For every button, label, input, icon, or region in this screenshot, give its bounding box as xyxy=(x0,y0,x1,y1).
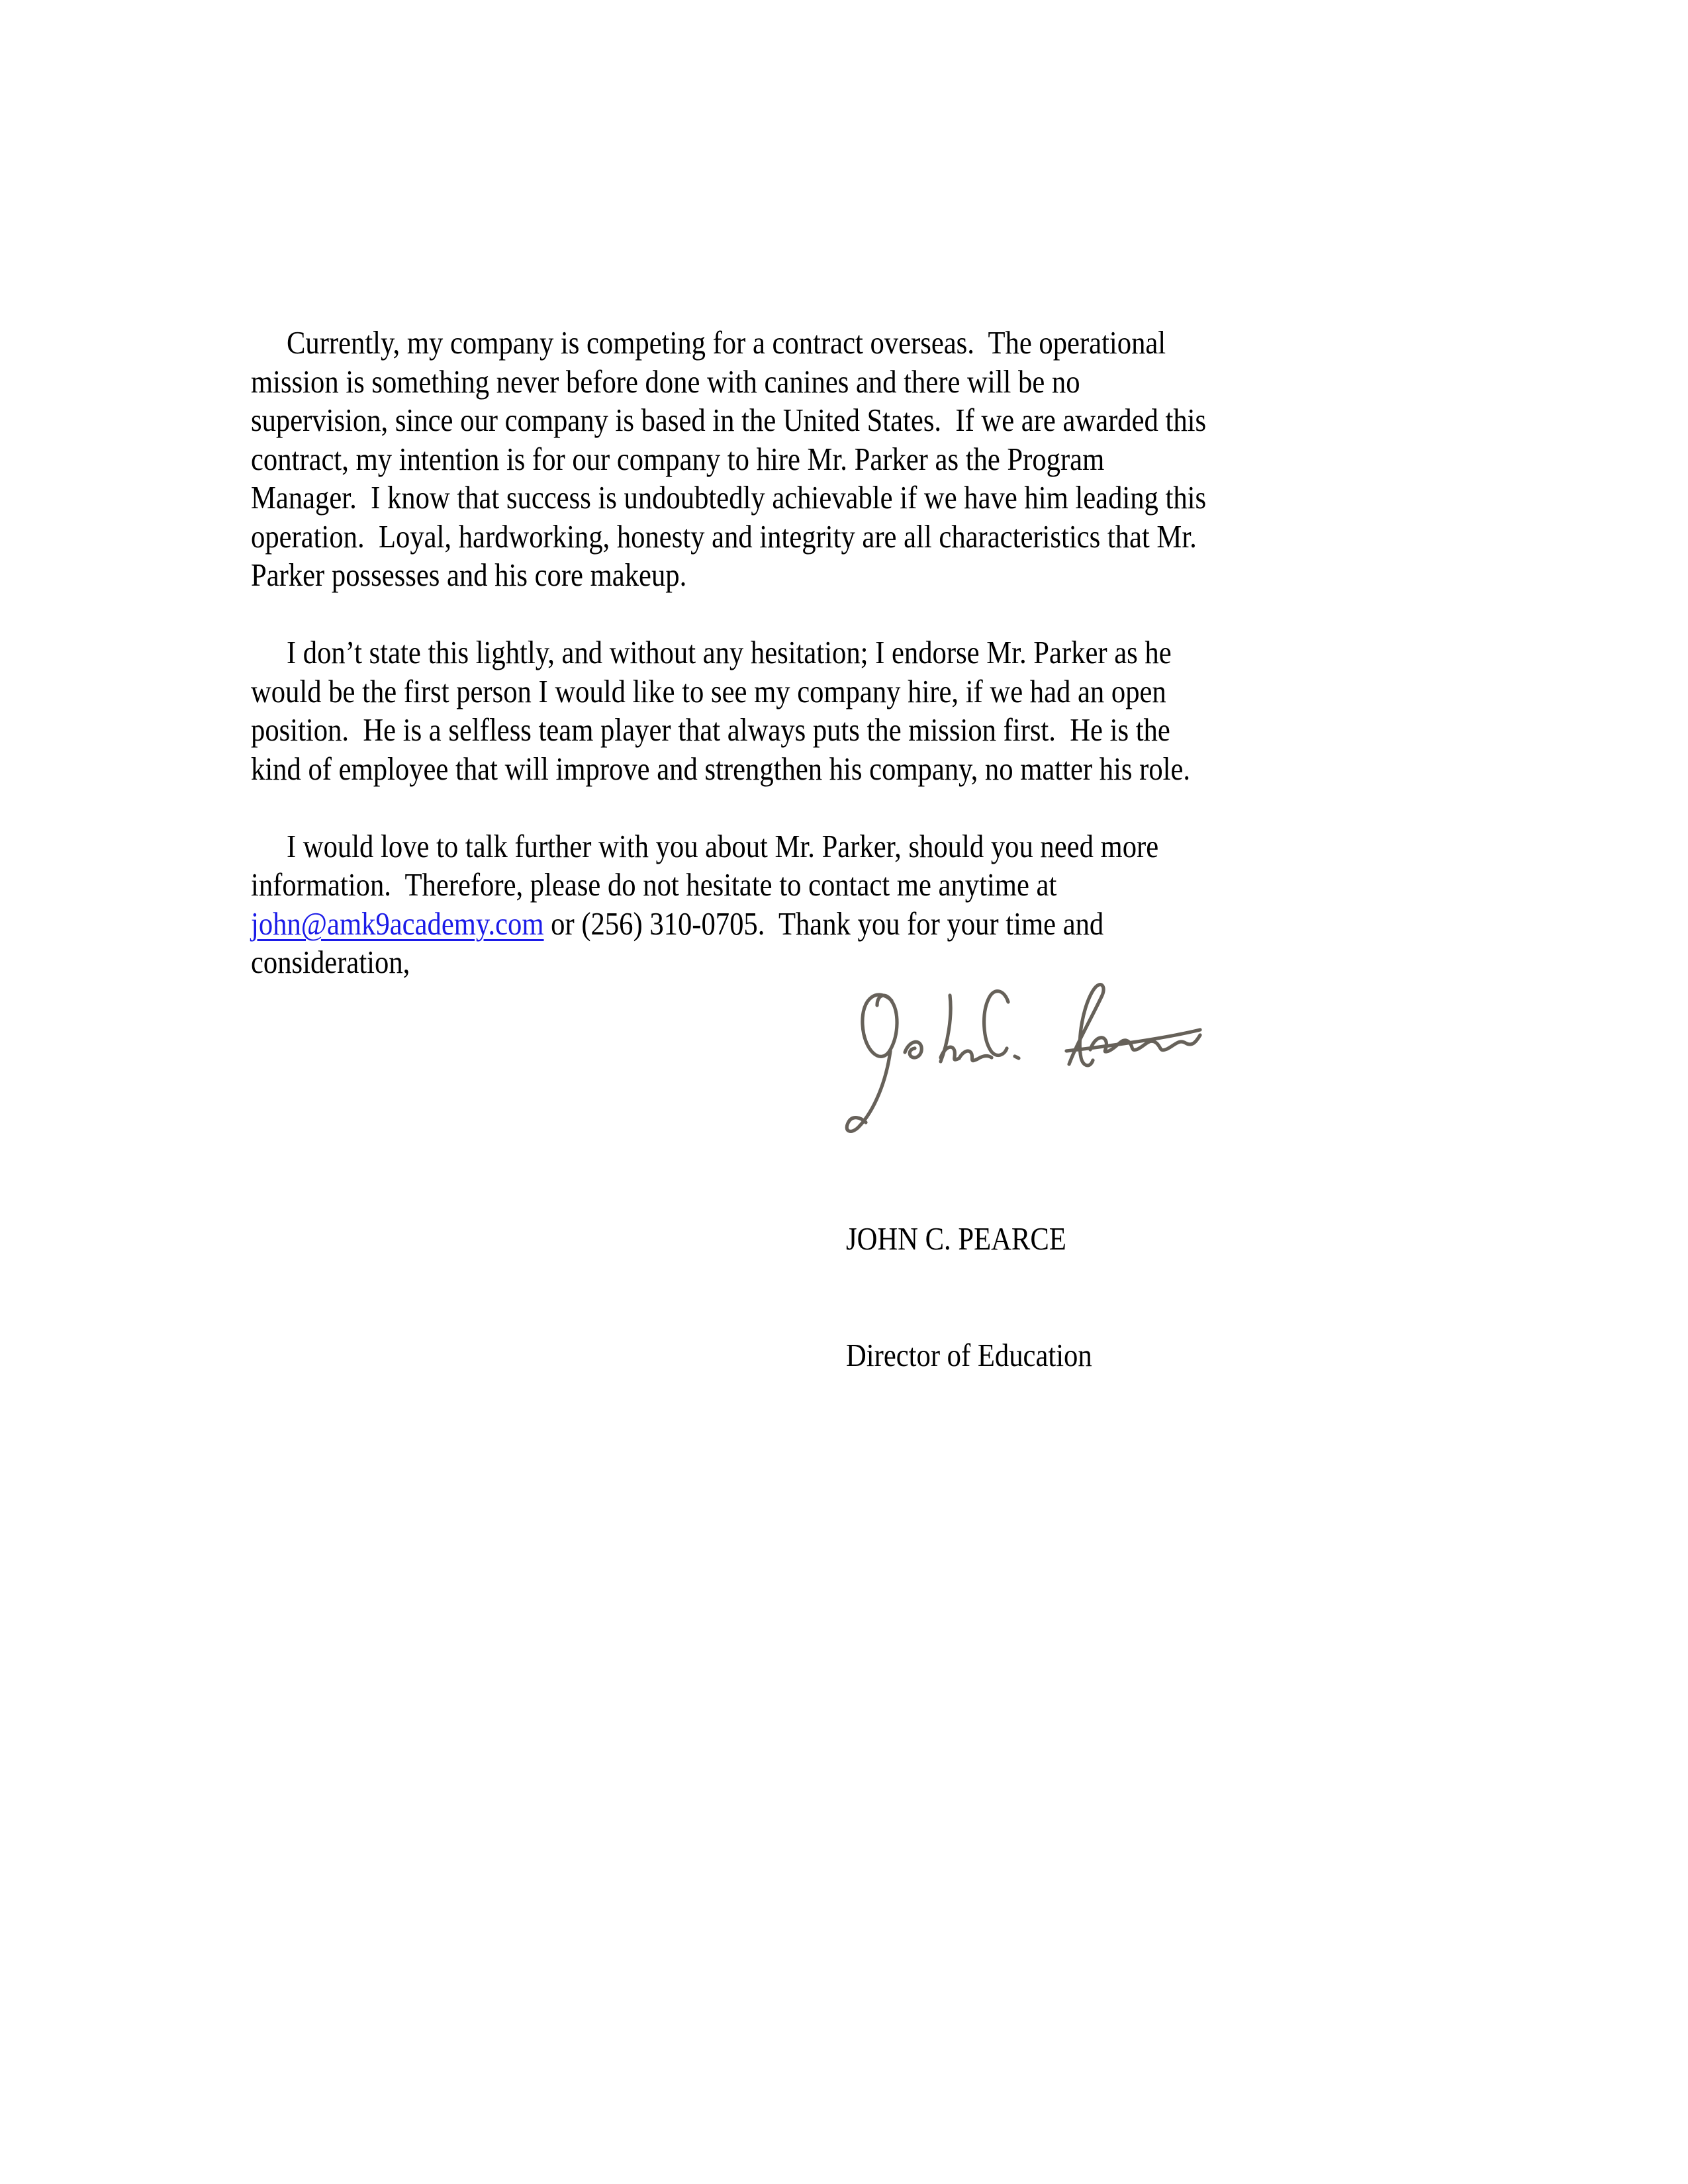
body-line xyxy=(251,943,1460,982)
body-line xyxy=(251,711,1460,750)
paragraph xyxy=(251,324,1460,595)
text-segment: information. Therefore, please do not hesitate to contact me anytime at xyxy=(251,866,1057,903)
text-segment: mission is something never before done with canines and there will be no xyxy=(251,363,1080,400)
body-line xyxy=(251,401,1460,440)
text-segment: would be the first person I would like to see my company hire, if we had an open xyxy=(251,672,1166,709)
text-segment: or (256) 310-0705. Thank you for your time and xyxy=(543,905,1104,942)
body-line xyxy=(251,363,1460,402)
text-segment: kind of employee that will improve and strengthen his company, no matter his role. xyxy=(251,750,1191,787)
text-segment: Manager. I know that success is undoubtedly achievable if we have him leading this xyxy=(251,479,1207,516)
text-segment: consideration, xyxy=(251,944,410,980)
text-segment: I don’t state this lightly, and without any hesitation; I endorse Mr. Parker as he xyxy=(286,634,1172,670)
paragraph xyxy=(251,633,1460,788)
body-line xyxy=(251,518,1460,557)
body-line xyxy=(251,478,1460,518)
body-line xyxy=(251,750,1460,789)
body-line xyxy=(251,556,1460,595)
body-line xyxy=(251,633,1460,672)
body-line xyxy=(251,905,1460,944)
body-line xyxy=(251,672,1460,711)
paragraph xyxy=(251,827,1460,982)
body-line xyxy=(251,440,1460,479)
text-segment: operation. Loyal, hardworking, honesty and integrity are all characteristics that Mr. xyxy=(251,518,1197,555)
text-segment: supervision, since our company is based in the United States. If we are awarded this xyxy=(251,402,1207,438)
text-segment: Currently, my company is competing for a contract overseas. The operational xyxy=(286,324,1166,361)
signature-image xyxy=(831,978,1208,1140)
signature-block xyxy=(846,1142,1092,1452)
text-segment: position. He is a selfless team player that always puts the mission first. He is the xyxy=(251,711,1170,748)
body-line xyxy=(251,324,1460,363)
handwritten-signature xyxy=(831,978,1208,1140)
signer-name: JOHN C. PEARCE xyxy=(846,1220,1066,1257)
text-segment: contract, my intention is for our company to hire Mr. Parker as the Program xyxy=(251,440,1105,477)
body-line xyxy=(251,827,1460,866)
email-link[interactable]: john@amk9academy.com xyxy=(251,905,544,942)
body-line xyxy=(251,866,1460,905)
text-segment: I would love to talk further with you about Mr. Parker, should you need more xyxy=(286,827,1159,864)
letter-body xyxy=(251,324,1460,1021)
signer-title: Director of Education xyxy=(846,1336,1092,1373)
text-segment: Parker possesses and his core makeup. xyxy=(251,557,687,593)
